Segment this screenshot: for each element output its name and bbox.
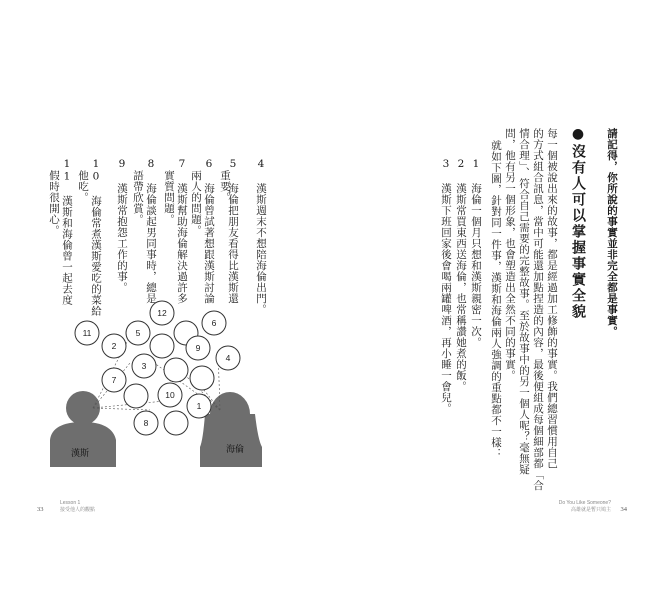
right-page <box>328 0 655 609</box>
list-num: 4 <box>255 158 267 171</box>
circle-label: 3 <box>141 361 147 371</box>
list-text: 漢斯週末不想陪海倫出門。 <box>255 183 267 315</box>
hans-label: 漢斯 <box>71 448 90 458</box>
list-num: 1 <box>470 158 482 171</box>
circle-label: 5 <box>135 328 141 338</box>
bullet-icon: ● <box>570 126 586 144</box>
perspective-diagram <box>0 0 327 609</box>
intro-line: 請記得，你所說的事實並非完全都是事實。 <box>606 128 618 337</box>
page-number: 34 <box>620 506 627 513</box>
list-cont: 假時很開心。 <box>48 170 60 236</box>
list-text: 漢斯和海倫曾一起去度 <box>61 195 73 306</box>
list-num: 6 <box>203 158 215 171</box>
heading-text: 沒有人可以掌握事實全貌 <box>570 144 586 320</box>
list-text: 海倫把朋友看得比漢斯還 <box>227 183 239 304</box>
page-footer: Do You Like Someone? 高雄就是暫只鳩主 <box>558 500 611 513</box>
list-cont: 實質問題。 <box>163 170 175 225</box>
page-number: 33 <box>37 506 44 513</box>
list-num: 8 <box>145 158 157 171</box>
list-cont: 重要。 <box>219 170 231 203</box>
list-num: 5 <box>227 158 239 171</box>
helen-label: 海倫 <box>226 444 245 454</box>
section-heading <box>572 126 584 320</box>
circle-blank-d <box>190 366 214 390</box>
list-text: 海倫常煮漢斯愛吃的菜給 <box>90 195 102 317</box>
body-line-4: 問，他有另一個形象，也會塑造出全然不同的事實。 <box>504 128 516 381</box>
left-page <box>0 0 327 609</box>
circle-label: 11 <box>82 328 92 338</box>
list-cont: 他吃。 <box>77 170 89 203</box>
list-num: 11 <box>61 158 73 183</box>
list-num: 3 <box>440 158 452 171</box>
body-line-2: 的方式組合訊息，當中可能還加點捏造的內容，最後便組成每個細部都「合 <box>532 128 544 491</box>
circle-label: 7 <box>111 375 117 385</box>
circle-label: 12 <box>157 308 167 318</box>
list-text: 漢斯常買東西送海倫，也常稱讚她煮的飯。 <box>455 183 467 392</box>
circle-label: 1 <box>196 401 202 411</box>
circle-label: 8 <box>143 418 149 428</box>
list-item <box>440 158 452 414</box>
list-text: 海倫曾試著想跟漢斯討論 <box>203 183 215 304</box>
circle-blank-c <box>164 358 188 382</box>
circle-label: 2 <box>111 341 117 351</box>
list-text: 海倫談起男同事時，總是 <box>145 183 157 304</box>
circle-label: 10 <box>165 390 175 400</box>
body-line-5: 就如下圖，針對同一件事，漢斯和海倫兩人強調的重點都不一樣： <box>490 140 502 459</box>
list-text: 漢斯幫助海倫解決過許多 <box>176 183 188 304</box>
circle-label: 6 <box>211 318 217 328</box>
circle-blank-f <box>164 411 188 435</box>
circle-blank-e <box>124 384 148 408</box>
list-item <box>470 158 482 348</box>
body-line-3: 情合理」、符合自己需要的完整故事。至於故事中的另一個人呢？毫無疑 <box>518 128 530 475</box>
list-cont: 兩人的問題。 <box>190 170 202 236</box>
body-line-1: 每一個被說出來的故事，都是經過加工修飾的事實。我們總習慣用自己 <box>546 128 558 469</box>
list-num: 2 <box>455 158 467 171</box>
list-text: 漢斯下班回家後會喝兩罐啤酒，再小睡一會兒。 <box>440 183 452 414</box>
page-footer: Lesson 1 接受他人的觀點 <box>60 500 96 513</box>
circle-label: 4 <box>225 353 231 363</box>
list-num: 9 <box>116 158 128 171</box>
list-text: 海倫一個月只想和漢斯親密一次。 <box>470 183 482 348</box>
list-item <box>455 158 467 392</box>
list-num: 7 <box>176 158 188 171</box>
circle-blank-b <box>150 334 174 358</box>
list-text: 漢斯常抱怨工作的事。 <box>116 183 128 293</box>
list-num: 10 <box>90 158 102 183</box>
circle-label: 9 <box>195 343 201 353</box>
list-cont: 語帶欣賞。 <box>132 170 144 225</box>
